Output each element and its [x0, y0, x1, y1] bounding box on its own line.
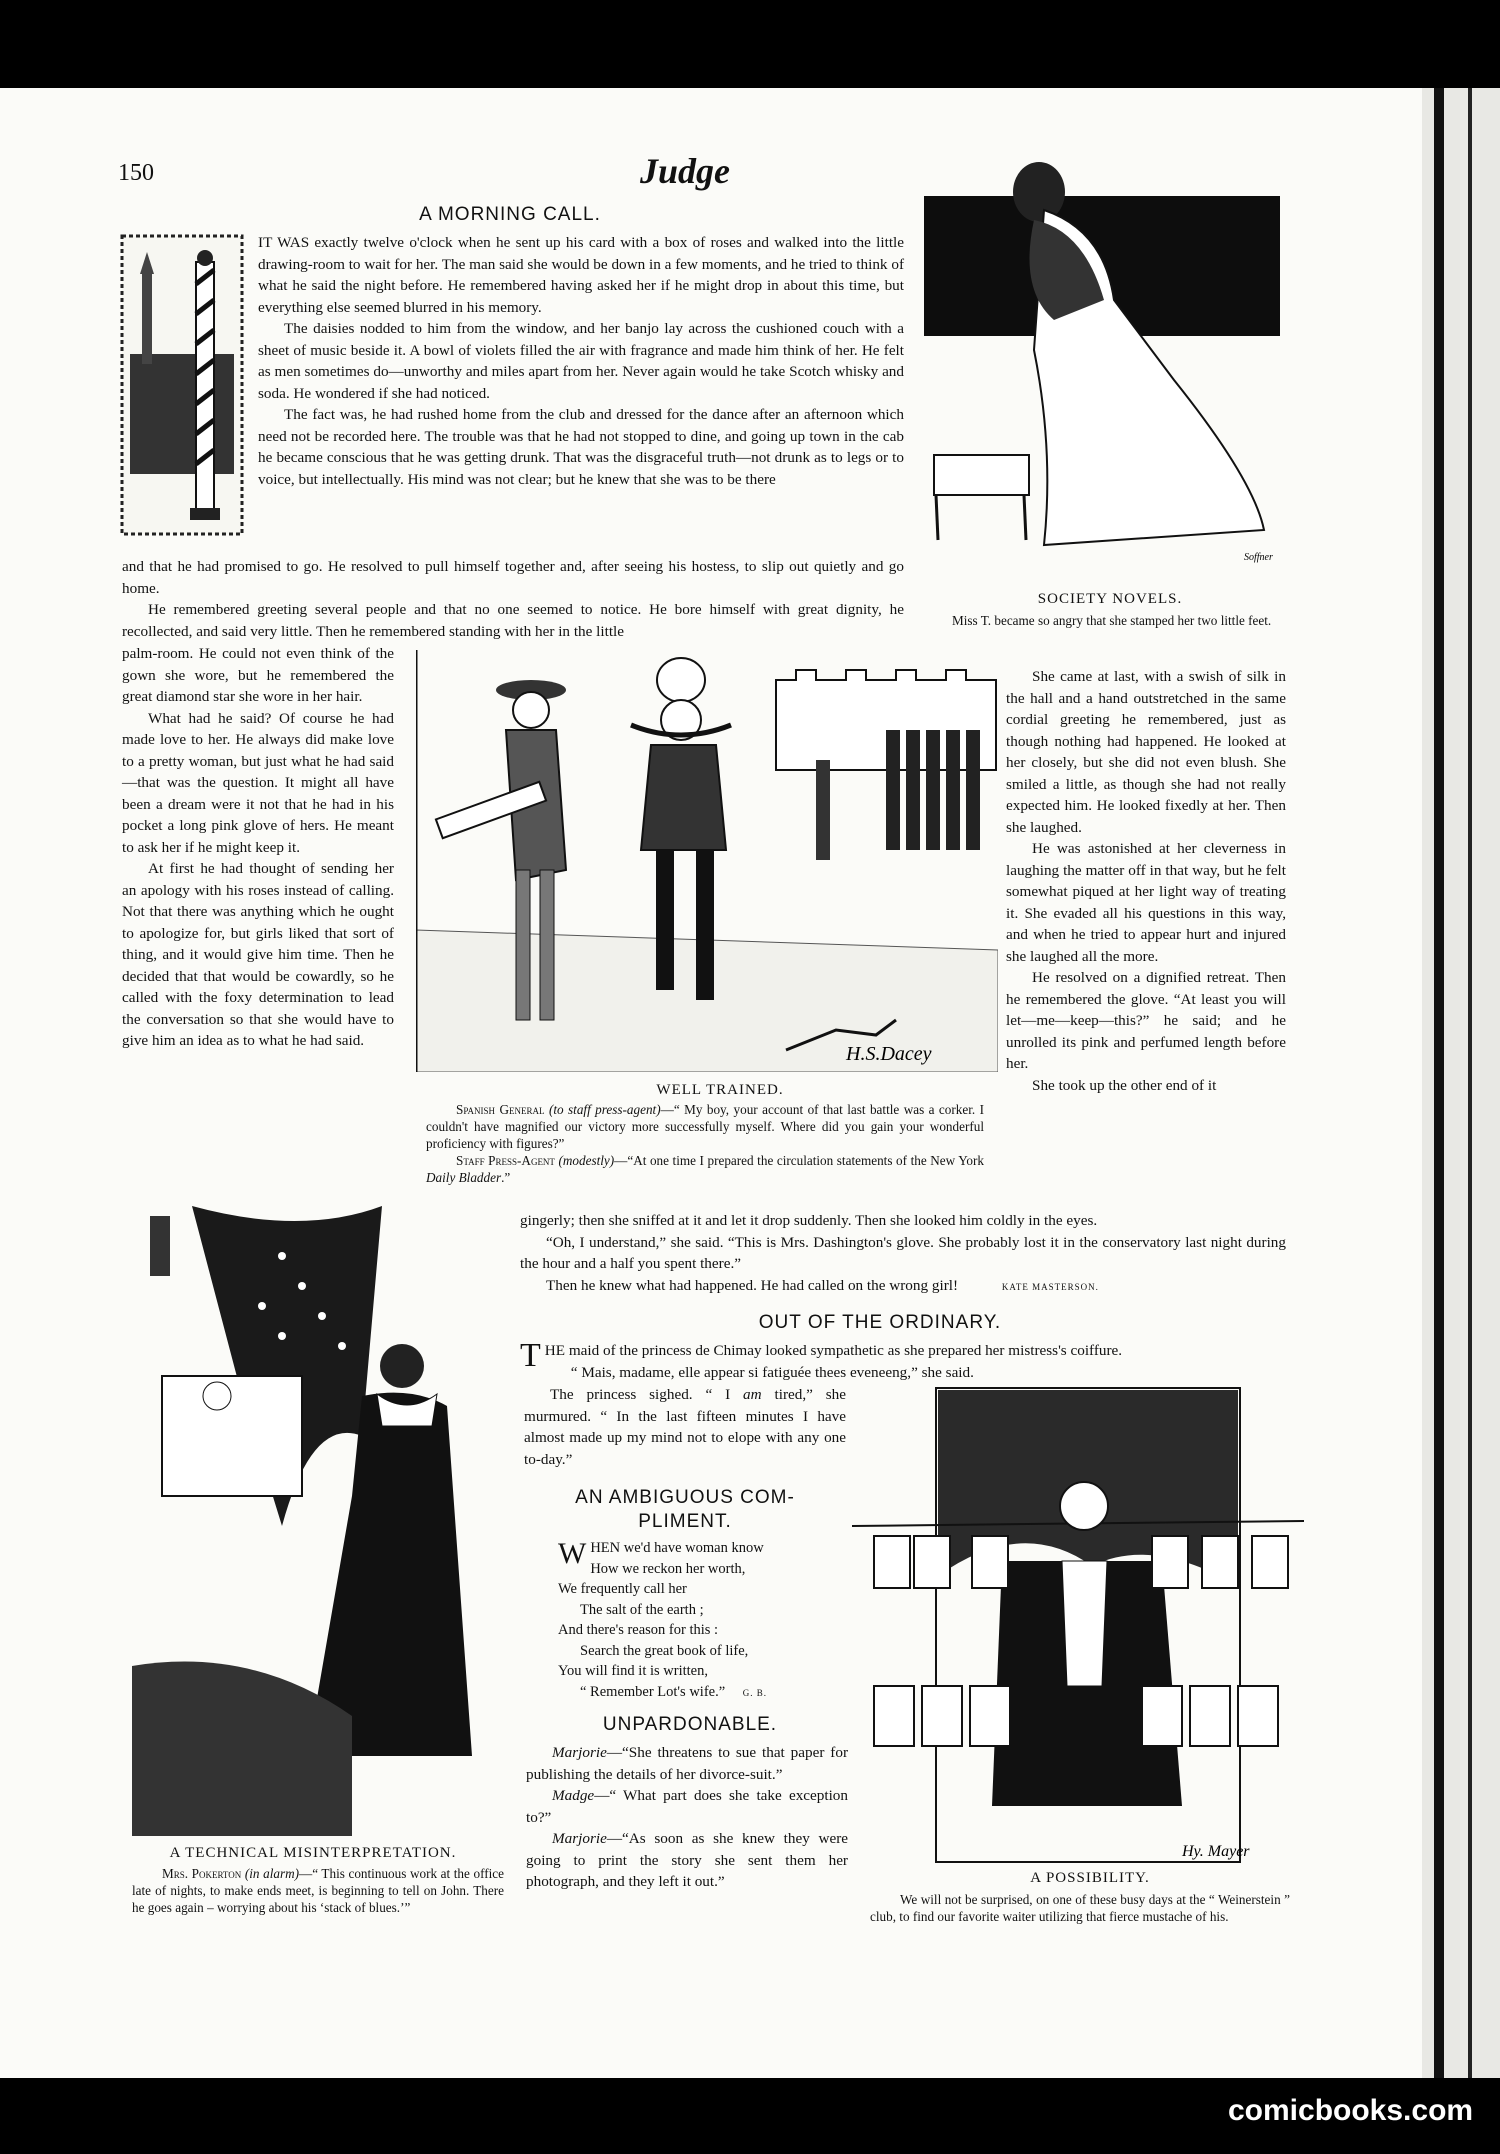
ordinary-intro: THE maid of the princess de Chimay looked sympathetic as she prepared her mistress's coiffure. “ Mais, madame, elle appear si fatiguée thees eveneeng,” she said.: [520, 1340, 1290, 1383]
svg-text:Soffner: Soffner: [1244, 552, 1273, 563]
svg-text:H.S.Dacey: H.S.Dacey: [846, 1043, 932, 1065]
article-dropcap: I: [258, 234, 264, 251]
poem-title-ambiguous: AN AMBIGUOUS COM- PLIMENT.: [575, 1487, 795, 1532]
article-title-unpardonable: UNPARDONABLE.: [602, 1714, 778, 1735]
ordinary-body: The princess sighed. “ I am tired,” she murmured. “ In the last fifteen minutes I have almost made up my mind not to elope with any one to-day.”: [524, 1386, 846, 1468]
paragraph: He resolved on a dignified retreat. Then he remembered the glove. “At least you will let—me—keep—this?” he said; and he unrolled its pink and perfumed length before her.: [1006, 969, 1286, 1072]
society-novels-illustration: [924, 150, 1288, 580]
unpardonable-body: Marjorie—“She threatens to sue that paper for publishing the details of her divorce-suit.” Madge—“ What part does she take exception to?” Marjorie—“As soon as she knew they were going to print the story she sent them her photograph, and they left it out.”: [526, 1744, 848, 1890]
technical-caption: Mrs. Pokerton (in alarm)—“ This continuous work at the office late of nights, to make ends meet, is beginning to tell on John. There he goes again – worrying about his ‘stack of blues.’”: [132, 1866, 504, 1915]
author-credit: KATE MASTERSON.: [1001, 1281, 1099, 1292]
paragraph: She took up the other end of it: [1032, 1076, 1217, 1094]
masthead-logo: Judge: [640, 151, 730, 191]
paragraph: What had he said? Of course he had made love to her. He always did make love to a pretty woman, but just what he had said—that was the question. It might all have been a dream were it not that he had in his pocket a long pink glove of hers. He meant to ask her if he might keep it.: [122, 709, 394, 856]
morning-call-left-narrow: palm-room. He could not even think of the gown she wore, but he remembered the great diamond star she wore in her hair. What had he said? Of course he had made love to her. He always did make love to a pretty woman, but just what he had said—that was the question. It might all have been a dream were it not that he had in his pocket a long pink glove of hers. He meant to ask her if he might keep it. At first he had thought of sending her an apology with his roses instead of calling. Not that there was anything which he ought to apologize for, but girls liked that sort of thing, and it would give him time. Then he decided that that would be cowardly, so he called with the foxy determination to lead the conversation so that she would have to give him an idea as to what he had said.: [122, 643, 394, 1052]
paragraph: He was astonished at her cleverness in laughing the matter off in that way, but he felt somewhat piqued at her light way of treating it. She evaded all his questions in this way, and when he tried to appear hurt and injured she laughed all the more.: [1006, 840, 1286, 965]
page-number: 150: [118, 160, 154, 186]
site-watermark: comicbooks.com: [1228, 2094, 1474, 2127]
svg-text:Hy. Mayer: Hy. Mayer: [1182, 1843, 1250, 1860]
technical-title: A TECHNICAL MISINTERPRETATION.: [169, 1845, 457, 1861]
article-title-ordinary: OUT OF THE ORDINARY.: [758, 1312, 1002, 1333]
paragraph: “Oh, I understand,” she said. “This is Mrs. Dashington's glove. She probably lost it in the conservatory last night during the hour and a half you spent there.”: [520, 1233, 1286, 1272]
possibility-title: A POSSIBILITY.: [1030, 1870, 1150, 1886]
poem-initials: G. B.: [742, 1687, 768, 1698]
morning-call-col-a-cont: and that he had promised to go. He resolved to pull himself together and, after seeing his hostess, to slip out quietly and go home. He remembered greeting several people and that no one seemed to notice. He bore himself with great dignity, he recollected, and said very little. Then he remembered standing with her in the little: [122, 556, 904, 642]
article-title-morning-call: A MORNING CALL.: [419, 204, 601, 225]
possibility-illustration: [852, 1386, 1304, 1870]
paragraph: She came at last, with a swish of silk in the hall and a hand outstretched in the same cordial greeting he remembered, just as though nothing had happened. He looked at her closely, but she did not even blush. She smiled a little, as though she had not really expected him. He looked fixedly at her. Then she laughed.: [1006, 668, 1286, 836]
well-trained-caption: Spanish General (to staff press-agent)—“ My boy, your account of that last battle was a corker. I couldn't have magnified our victory more successfully myself. Where did you gain your wonderful proficiency with figures?” Staff Press-Agent (modestly)—“At one time I prepared the circulation statements of the New York Daily Bladder.”: [426, 1102, 985, 1185]
morning-call-ending: gingerly; then she sniffed at it and let it drop suddenly. Then she looked him coldly in the eyes. “Oh, I understand,” she said. “This is Mrs. Dashington's glove. She probably lost it in the conservatory last night during the hour and a half you spent there.” Then he knew what had happened. He had called on the wrong girl! KATE MASTERSON.: [520, 1212, 1286, 1294]
morning-call-col-a: IT WAS exactly twelve o'clock when he sent up his card with a box of roses and walked into the little drawing-room to wait for her. The man said she would be down in a few moments, and he tried to think of what he said the night before. He remembered having asked her if he might drop in about this time, but everything else seemed blurred in his memory. The daisies nodded to him from the window, and her banjo lay across the cushioned couch with a sheet of music beside it. A bowl of violets filled the air with fragrance and made him think of her. He felt as men sometimes do—unworthy and miles apart from her. Never again would he take Scotch whisky and soda. He wondered if she had noticed. The fact was, he had rushed home from the club and dressed for the dance after an afternoon which need not be recorded here. The trouble was that he had not stopped to dine, and going up town in the cab he became conscious that he was getting drunk. That was the disgraceful truth—not drunk as to legs or to voice, but intellectually. His mind was not clear; but he knew that she was to be there: [258, 232, 904, 490]
poem-ambiguous: WHEN we'd have woman know How we reckon her worth, We frequently call her The salt of the earth ; And there's reason for this : Search the great book of life, You will find it is written, “ Remember Lot's wife.” G. B.: [558, 1537, 768, 1700]
paragraph: At first he had thought of sending her an apology with his roses instead of calling. Not that there was anything which he ought to apologize for, but girls liked that sort of thing, and it would give him time. Then he decided that that would be cowardly, so he called with the foxy determination to lead the conversation so that she would have to give him an idea as to what he had said.: [122, 860, 394, 1049]
well-trained-cartoon: [416, 650, 998, 1072]
possibility-caption: We will not be surprised, on one of these busy days at the “ Weinerstein ” club, to find our favorite waiter utilizing that fierce mustache of his.: [870, 1892, 1290, 1924]
article-dropcap: T: [520, 1337, 541, 1374]
poem-dropcap: W: [558, 1537, 587, 1570]
paragraph: The fact was, he had rushed home from the club and dressed for the dance after an afternoon which need not be recorded here. The trouble was that he had not stopped to dine, and going up town in the cab he became conscious that he was getting drunk. That was the disgraceful truth—not drunk as to legs or to voice, but intellectually. His mind was not clear; but he knew that she was to be there: [258, 406, 904, 488]
barber-pole-vignette: [120, 234, 244, 536]
paragraph: “ Mais, madame, elle appear si fatiguée thees eveneeng,” she said.: [570, 1363, 974, 1381]
morning-call-right-narrow: [1006, 666, 1286, 1096]
society-novels-title: SOCIETY NOVELS.: [1037, 591, 1183, 607]
society-novels-caption: Miss T. became so angry that she stamped her two little feet.: [952, 613, 1272, 628]
page-edge-strip: [1422, 88, 1500, 2078]
paragraph: The daisies nodded to him from the window, and her banjo lay across the cushioned couch with a sheet of music beside it. A bowl of violets filled the air with fragrance and made him think of her. He felt as men sometimes do—unworthy and miles apart from her. Never again would he take Scotch whisky and soda. He wondered if she had noticed.: [258, 320, 904, 402]
well-trained-title: WELL TRAINED.: [656, 1082, 784, 1098]
technical-misinterpretation-illustration: [132, 1196, 484, 1836]
paragraph: He remembered greeting several people and that no one seemed to notice. He bore himself with great dignity, he recollected, and said very little. Then he remembered standing with her in the little: [122, 601, 904, 640]
